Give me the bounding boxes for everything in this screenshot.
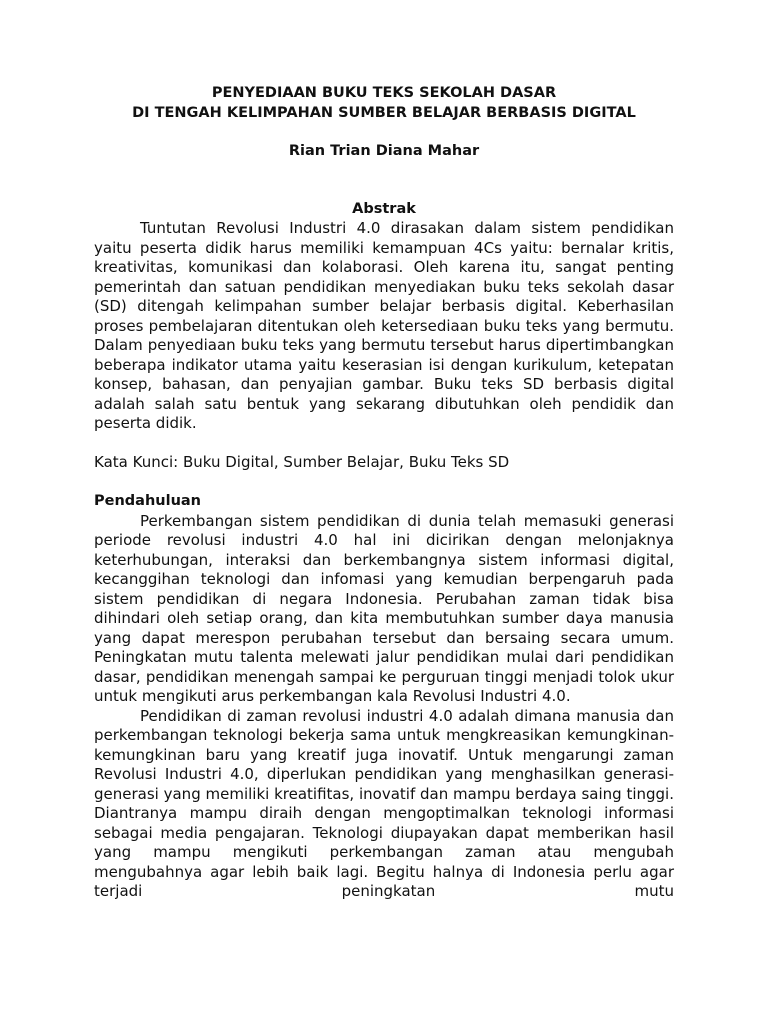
document-page [94, 84, 674, 902]
abstract-text: Tuntutan Revolusi Industri 4.0 dirasakan dalam sistem pendidikan yaitu peserta didik harus memiliki kemampuan 4Cs yaitu: bernalar kritis, kreativitas, komunikasi dan kolaborasi. Oleh karena itu, sangat penting pemerintah dan satuan pendidikan menyediakan buku teks sekolah dasar (SD) ditengah kelimpahan sumber belajar berbasis digital. Keberhasilan proses pembelajaran ditentukan oleh ketersediaan buku teks yang bermutu. Dalam penyediaan buku teks yang bermutu tersebut harus dipertimbangkan beberapa indikator utama yaitu keserasian isi dengan kurikulum, ketepatan konsep, bahasan, dan penyajian gambar. Buku teks SD berbasis digital adalah salah satu bentuk yang sekarang dibutuhkan oleh pendidik dan peserta didik. [94, 219, 674, 432]
title-line-2: DI TENGAH KELIMPAHAN SUMBER BELAJAR BERBASIS DIGITAL [132, 104, 636, 121]
introduction-paragraph-1: Perkembangan sistem pendidikan di dunia telah memasuki generasi periode revolusi industri 4.0 hal ini dicirikan dengan melonjaknya keterhubungan, interaksi dan berkembangnya sistem informasi digital, kecanggihan teknologi dan infomasi yang kemudian berpengaruh pada sistem pendidikan di negara Indonesia. Perubahan zaman tidak bisa dihindari oleh setiap orang, dan kita membutuhkan sumber daya manusia yang dapat merespon perubahan tersebut dan bersaing secara umum. Peningkatan mutu talenta melewati jalur pendidikan mulai dari pendidikan dasar, pendidikan menengah sampai ke perguruan tinggi menjadi tolok ukur untuk mengikuti arus perkembangan kala Revolusi Industri 4.0. [94, 511, 674, 705]
title-line-1: PENYEDIAAN BUKU TEKS SEKOLAH DASAR [211, 85, 557, 101]
keywords: Kata Kunci: Buku Digital, Sumber Belajar, Buku Teks SD [94, 453, 510, 471]
introduction-paragraph-2: Pendidikan di zaman revolusi industri 4.0 adalah dimana manusia dan perkembangan teknologi bekerja sama untuk mengkreasikan kemungkinan-kemungkinan baru yang kreatif juga inovatif. Untuk mengarungi zaman Revolusi Industri 4.0, diperlukan pendidikan yang menghasilkan generasi-generasi yang memiliki kreatifitas, inovatif dan mampu berdaya saing tinggi. Diantranya mampu diraih dengan mengoptimalkan teknologi informasi sebagai media pengajaran. Teknologi diupayakan dapat memberikan hasil yang mampu mengikuti perkembangan zaman atau mengubah mengubahnya agar lebih baik lagi. Begitu halnya di Indonesia perlu agar terjadi peningkatan mutu [94, 706, 674, 900]
author-name: Rian Trian Diana Mahar [288, 143, 480, 159]
introduction-heading: Pendahuluan [94, 493, 201, 509]
abstract-heading: Abstrak [352, 200, 416, 217]
